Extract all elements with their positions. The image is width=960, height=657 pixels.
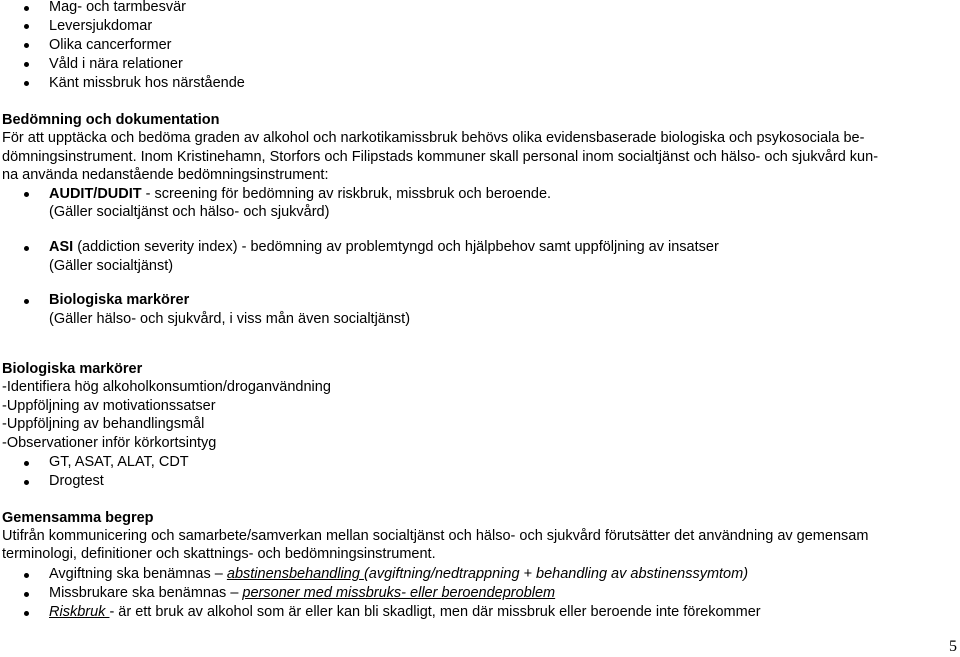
marker-line: -Identifiera hög alkoholkonsumtion/droganvändning	[2, 379, 331, 395]
term-item	[49, 565, 748, 583]
bullet	[24, 81, 29, 86]
marker-line: -Observationer inför körkortsintyg	[2, 435, 217, 451]
paragraph-line: För att upptäcka och bedöma graden av alkohol och narkotikamissbruk behövs olika evidensbaserade biologiska och psykosociala be-	[2, 130, 865, 146]
bullet	[24, 299, 29, 304]
section-heading-assessment: Bedömning och dokumentation	[2, 112, 220, 128]
instrument-item	[49, 238, 719, 256]
list-item: Olika cancerformer	[49, 37, 172, 53]
term: Riskbruk	[49, 604, 110, 620]
term-item	[49, 603, 761, 621]
term-prefix: Missbrukare ska benämnas –	[49, 585, 243, 601]
section-heading-markers: Biologiska markörer	[2, 361, 143, 377]
paragraph-line: Utifrån kommunicering och samarbete/samverkan mellan socialtjänst och hälso- och sjukvård förutsätter det användning av gemensam	[2, 528, 869, 544]
marker-line: -Uppföljning av behandlingsmål	[2, 416, 205, 432]
paragraph-line: dömningsinstrument. Inom Kristinehamn, Storfors och Filipstads kommuner skall personal inom socialtjänst och hälso- och sjukvård kun-	[2, 149, 879, 165]
instrument-name: Biologiska markörer	[49, 292, 190, 308]
bullet	[24, 6, 29, 11]
term-item	[49, 584, 555, 602]
instrument-name: AUDIT/DUDIT	[49, 186, 142, 202]
term-suffix: - är ett bruk av alkohol som är eller kan bli skadligt, men där missbruk eller beroende inte förekommer	[109, 604, 761, 620]
list-item: GT, ASAT, ALAT, CDT	[49, 454, 189, 470]
list-item: Våld i nära relationer	[49, 56, 183, 72]
bullet	[24, 192, 29, 197]
term: abstinensbehandling	[226, 566, 364, 582]
term: personer med missbruks- eller beroendeproblem	[242, 585, 556, 601]
paragraph-line: terminologi, definitioner och skattnings- och bedömningsinstrument.	[2, 546, 436, 562]
bullet	[24, 62, 29, 67]
bullet	[24, 461, 29, 466]
instrument-note: (Gäller socialtjänst och hälso- och sjukvård)	[49, 204, 330, 220]
instrument-item	[49, 291, 189, 309]
term-suffix: (avgiftning/nedtrappning + behandling av abstinenssymtom)	[363, 566, 749, 582]
instrument-name: ASI	[49, 239, 74, 255]
instrument-note: (Gäller socialtjänst)	[49, 258, 174, 274]
bullet	[24, 480, 29, 485]
bullet	[24, 573, 29, 578]
bullet	[24, 592, 29, 597]
paragraph-line: na använda nedanstående bedömningsinstrument:	[2, 167, 329, 183]
section-heading-common-terms: Gemensamma begrep	[2, 510, 154, 526]
instrument-desc: - screening för bedömning av riskbruk, missbruk och beroende.	[141, 186, 552, 202]
bullet	[24, 43, 29, 48]
term-prefix: Avgiftning ska benämnas –	[49, 566, 227, 582]
list-item: Drogtest	[49, 473, 104, 489]
list-item: Mag- och tarmbesvär	[49, 0, 186, 15]
list-item: Känt missbruk hos närstående	[49, 75, 245, 91]
bullet	[24, 246, 29, 251]
bullet	[24, 24, 29, 29]
list-item: Leversjukdomar	[49, 18, 153, 34]
marker-line: -Uppföljning av motivationssatser	[2, 398, 216, 414]
instrument-note: (Gäller hälso- och sjukvård, i viss mån även socialtjänst)	[49, 311, 411, 327]
bullet	[24, 611, 29, 616]
instrument-item	[49, 185, 551, 203]
instrument-desc: (addiction severity index) - bedömning av problemtyngd och hjälpbehov samt uppföljning av insatser	[73, 239, 719, 255]
page-number: 5	[949, 638, 957, 655]
